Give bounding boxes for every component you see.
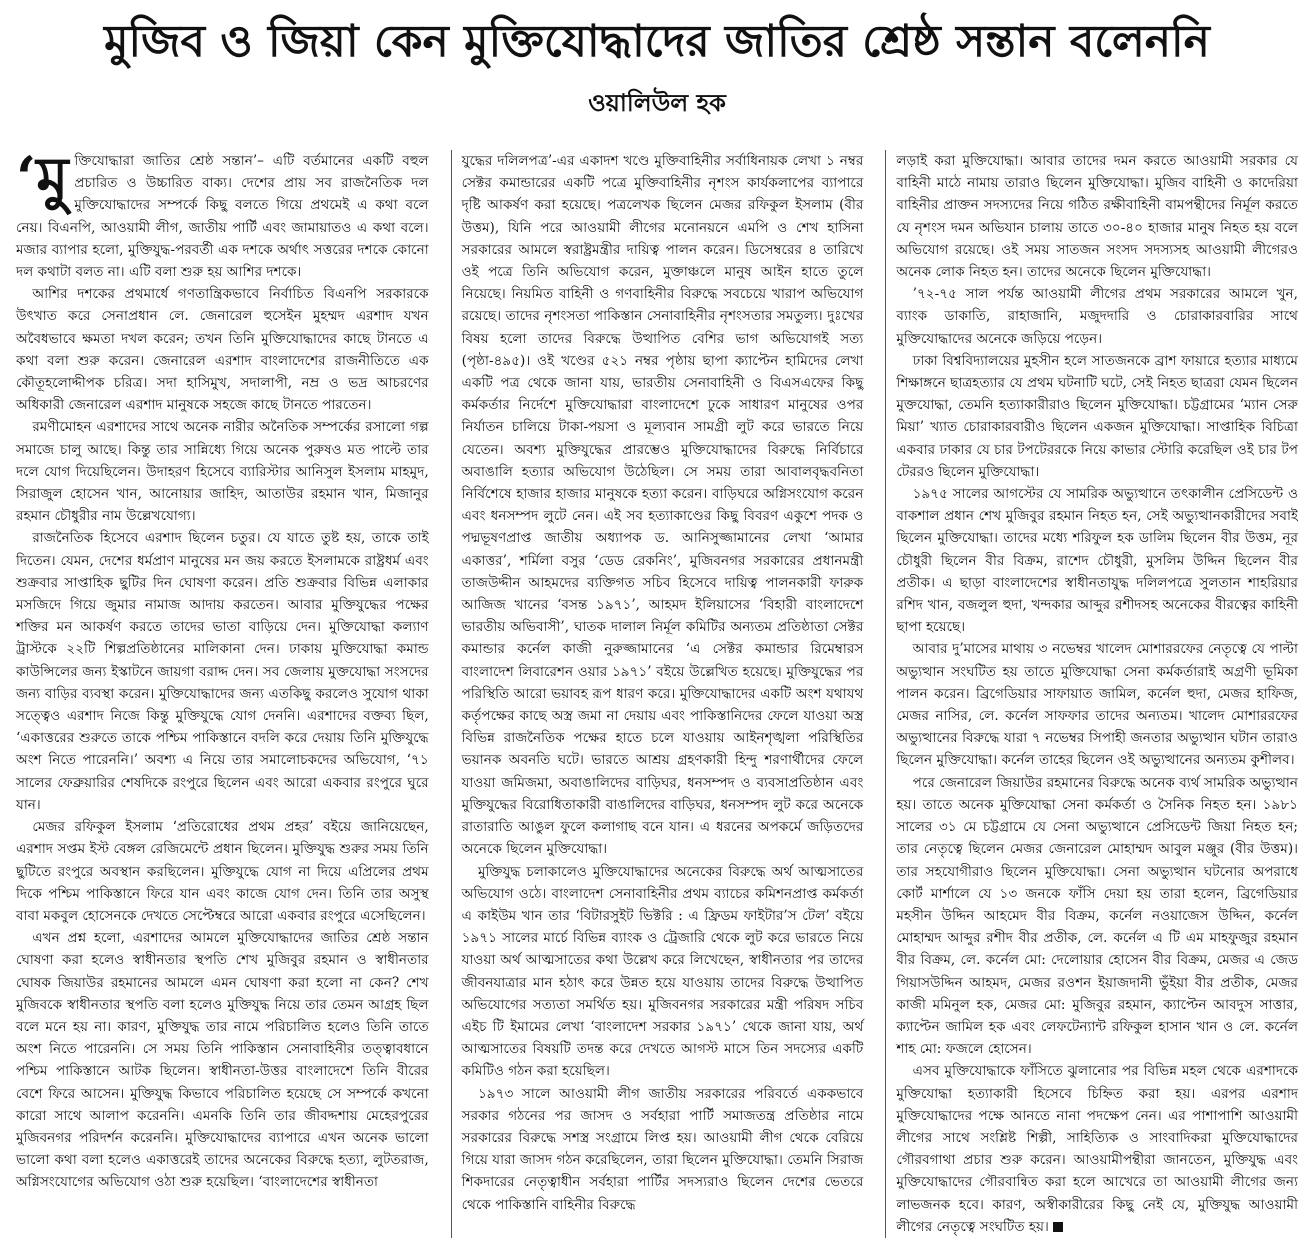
paragraph: ’৭২-৭৫ সাল পর্যন্ত আওয়ামী লীগের প্রথম সরকারের আমলে খুন, ব্যাংক ডাকাতি, রাহাজানি, মজুদদারি ও চোরাকারবারির সাথে মুক্তিযোদ্ধাদের অনেকে জড়িয়ে পড়েন। (896, 286, 1298, 347)
paragraph: আশির দশকের প্রথমার্ধে গণতান্ত্রিকভাবে নির্বাচিত বিএনপি সরকারকে উৎখাত করে সেনাপ্রধান লে. জেনারেল হুসেইন মুহম্মদ এরশাদ যখন অবৈধভাবে ক্ষমতা দখল করেন; তখন তিনি মুক্তিযোদ্ধাদের কাছে টানতে এ কথা বলা শুরু করেন। জেনারেল এরশাদ বাংলাদেশের রাজনীতিতে এক কৌতূহলোদ্দীপক চরিত্র। সদা হাসিমুখ, সদালাপী, নম্র ও ভদ্র আচরণের অধিকারী জেনারেল এরশাদ মানুষকে সহজে কাছে টানতে পারতেন। (16, 286, 429, 414)
column-2 (451, 150, 864, 1238)
end-of-article-mark (1053, 1222, 1063, 1232)
article-body (16, 144, 1298, 1235)
paragraph: যুদ্ধের দলিলপত্র’-এর একাদশ খণ্ডে মুক্তিবাহিনীর সর্বাধিনায়ক লেখা ১ নম্বর সেক্টর কমান্ডারের একটি পত্রে মুক্তিবাহিনীর নৃশংস কার্যকলাপের ব্যাপারে দৃষ্টি আকর্ষণ করা হয়েছে। পত্রলেখক ছিলেন মেজর রফিকুল ইসলাম (বীর উত্তম), যিনি পরে আওয়ামী লীগের মনোনয়নে এমপি ও শেখ হাসিনা সরকারের আমলে স্বরাষ্ট্রমন্ত্রীর দায়িত্ব পালন করেন। ডিসেম্বরের ৪ তারিখে ওই পত্রে তিনি অভিযোগ করেন, মুক্তাঞ্চলে মানুষ আইন হাতে তুলে নিয়েছে। নিয়মিত বাহিনী ও গণবাহিনীর বিরুদ্ধে সবচেয়ে খারাপ অভিযোগ রয়েছে। তাদের নৃশংসতা পাকিস্তান সেনাবাহিনীর নৃশংসতার সমতুল্য। দুঃখের বিষয় হলো তাদের বিরুদ্ধে উত্থাপিত বেশির ভাগ অভিযোগই সত্য (পৃষ্ঠা-৪৯৫)। ওই খণ্ডের ৫২১ নম্বর পৃষ্ঠায় ছাপা ক্যাপ্টেন হামিদের লেখা একটি পত্র থেকে জানা যায়, ভারতীয় সেনাবাহিনী ও বিএসএফের কিছু কর্মকর্তার নির্দেশে মুক্তিযোদ্ধারা বাংলাদেশে ঢুকে সাধারণ মানুষের ওপর নির্যাতন চালিয়ে টাকা-পয়সা ও মূল্যবান সামগ্রী লুট করে ভারতে নিয়ে যেতেন। অবশ্য মুক্তিযুদ্ধের প্রারম্ভেও মুক্তিযোদ্ধাদের বিরুদ্ধে নির্বিচারে অবাঙালি হত্যার অভিযোগ উঠেছিল। সে সময় তারা আবালবৃদ্ধবনিতা নির্বিশেষে হাজার হাজার মানুষকে হত্যা করেন। বাড়িঘরে অগ্নিসংযোগ করেন এবং ধনসম্পদ লুটে নেন। এই সব হত্যাকাণ্ডের কিছু বিবরণ একুশে পদক ও পদ্মভূষণপ্রাপ্ত জাতীয় অধ্যাপক ড. আনিসুজ্জামানের লেখা ‘আমার একাত্তর’, শর্মিলা বসুর ‘ডেড রেকনিং’, মুজিবনগর সরকারের প্রধানমন্ত্রী তাজউদ্দীন আহমদের ব্যক্তিগত সচিব হিসেবে দায়িত্ব পালনকারী ফারুক আজিজ খানের ‘বসন্ত ১৯৭১’, আহমদ ইলিয়াসের ‘বিহারী বাংলাদেশে ভারতীয় অভিবাসী’, ঘাতক দালাল নির্মূল কমিটির অন্যতম প্রতিষ্ঠাতা সেক্টর কমান্ডার কর্নেল কাজী নুরুজ্জামানের ‘এ সেক্টর কমান্ডার রিমেম্বারস বাংলাদেশ লিবারেশন ওয়ার ১৯৭১’ বইয়ে উল্লেখিত হয়েছে। মুক্তিযুদ্ধের পর পরিস্থিতি আরো ভয়াবহ রূপ ধারণ করে। মুক্তিযোদ্ধাদের একটি অংশ যথাযথ কর্তৃপক্ষের কাছে অস্ত্র জমা না দেয়ায় এবং পাকিস্তানিদের ফেলে যাওয়া অস্ত্র বিভিন্ন রাজনৈতিক পক্ষের হাতে চলে যাওয়ায় আইনশৃঙ্খলা পরিস্থিতির ভয়ানক অবনতি ঘটে। ভারতে আশ্রয় গ্রহণকারী হিন্দু শরণার্থীদের ফেলে যাওয়া জমিজমা, অবাঙালিদের বাড়িঘর, ধনসম্পদ ও ব্যবসাপ্রতিষ্ঠান এবং মুক্তিযুদ্ধের বিরোধিতাকারী বাঙালিদের বাড়িঘর, ধনসম্পদ লুট করে অনেকে রাতারাতি আঙুল ফুলে কলাগাছ বনে যান। এ ধরনের অপকর্মে জড়িতদের অনেকে ছিলেন মুক্তিযোদ্ধা। (461, 153, 864, 858)
paragraph: পরে জেনারেল জিয়াউর রহমানের বিরুদ্ধে অনেক ব্যর্থ সামরিক অভ্যুত্থান হয়। তাতে অনেক মুক্তিযোদ্ধা সেনা কর্মকর্তা ও সৈনিক নিহত হন। ১৯৮১ সালের ৩১ মে চট্টগ্রামে যে সেনা অভ্যুত্থানে প্রেসিডেন্ট জিয়া নিহত হন; তার নেতৃত্বে ছিলেন মেজর জেনারেল মোহাম্মদ আবুল মঞ্জুর (বীর উত্তম)। তার সহযোগীরাও ছিলেন মুক্তিযোদ্ধা। সেনা অভ্যুত্থান ঘটনোর অপরাধে কোর্ট মার্শালে যে ১৩ জনকে ফাঁসি দেয়া হয় তারা হলেন, ব্রিগেডিয়ার মহসীন উদ্দিন আহমেদ বীর বিক্রম, কর্নেল নওয়াজেস উদ্দিন, কর্নেল মোহাম্মদ আব্দুর রশীদ বীর প্রতীক, লে. কর্নেল এ টি এম মাহফুজুর রহমান বীর বিক্রম, লে. কর্নেল মো: দেলোয়ার হোসেন বীর বিক্রম, মেজর এ জেড গিয়াসউদ্দিন আহমদ, মেজর রওশন ইয়াজদানী ভুঁইয়া বীর প্রতীক, মেজর কাজী মমিনুল হক, মেজর মো: মুজিবুর রহমান, ক্যাপ্টেন আবদুস সাত্তার, ক্যাপ্টেন জামিল হক এবং লেফটেন্যান্ট রফিকুল হাসান খান ও লে. কর্নেল শাহ মো: ফজলে হোসেন। (896, 774, 1298, 1058)
paragraph: ১৯৭৫ সালের আগস্টের যে সামরিক অভ্যুত্থানে তৎকালীন প্রেসিডেন্ট ও বাকশাল প্রধান শেখ মুজিবুর রহমান নিহত হন, সেই অভ্যুত্থানকারীদের সবাই ছিলেন মুক্তিযোদ্ধা। তাদের মধ্যে শরিফুল হক ডালিম ছিলেন বীর উত্তম, নূর চৌধুরী ছিলেন বীর বিক্রম, রাশেদ চৌধুরী, মুসলিম উদ্দিন ছিলেন বীর প্রতীক। এ ছাড়া বাংলাদেশের স্বাধীনতাযুদ্ধ দলিলপত্রে সুলতান শাহরিয়ার রশিদ খান, বজলুল হুদা, খন্দকার আব্দুর রশীদসহ অনেকের বীরত্বের কাহিনী ছাপা হয়েছে। (896, 486, 1298, 636)
paragraph: ‘মুক্তিযোদ্ধারা জাতির শ্রেষ্ঠ সন্তান’– এটি বর্তমানের একটি বহুল প্রচারিত ও উচ্চারিত বাক্য। দেশের প্রায় সব রাজনৈতিক দল মুক্তিযোদ্ধাদের সম্পর্কে কিছু বলতে গিয়ে প্রথমেই এ কথা বলে নেয়। বিএনপি, আওয়ামী লীগ, জাতীয় পার্টি এবং জামায়াতও এ কথা বলে। মজার ব্যাপার হলো, মুক্তিযুদ্ধ-পরবর্তী এক দশকে অর্থাৎ সত্তরের দশকে কোনো দল কথাটা বলত না। এটি বলা শুরু হয় আশির দশকে। (16, 144, 429, 281)
column-3 (885, 150, 1298, 1238)
dropcap: ‘মু (16, 144, 69, 212)
paragraph: রাজনৈতিক হিসেবে এরশাদ ছিলেন চতুর। যে যাতে তুষ্ট হয়, তাকে তাই দিতেন। যেমন, দেশের ধর্মপ্রাণ মানুষের মন জয় করতে ইসলামকে রাষ্ট্রধর্ম এবং শুক্রবার সাপ্তাহিক ছুটির দিন ঘোষণা করেন। প্রতি শুক্রবার বিভিন্ন এলাকার মসজিদে গিয়ে জুমার নামাজ আদায় করতেন। আবার মুক্তিযুদ্ধের পক্ষের শক্তির মন আকর্ষণ করতে তাদের ভাতা বাড়িয়ে দেন। মুক্তিযোদ্ধা কল্যাণ ট্রাস্টকে ২২টি শিল্পপ্রতিষ্ঠানের মালিকানা দেন। ঢাকায় মুক্তিযোদ্ধা কমান্ড কাউন্সিলের জন্য ইস্কাটনে জায়গা বরাদ্দ দেন। সব জেলায় মুক্তযোদ্ধা সংসদের জন্য বাড়ির ব্যবস্থা করেন। মুক্তিযোদ্ধাদের জন্য এতকিছু করলেও সুযোগ থাকা সত্ত্বেও এরশাদ নিজে কিন্তু মুক্তিযুদ্ধে যোগ দেননি। এরশাদের বক্তব্য ছিল, ‘একাত্তরের শুরুতে তাকে পশ্চিম পাকিস্তানে বদলি করে দেয়ায় তিনি মুক্তিযুদ্ধে অংশ নিতে পারেননি।’ অবশ্য এ নিয়ে তার সমালোচকদের অভিযোগ, ‘৭১ সালের ফেব্রুয়ারির শেষদিকে রংপুরে ছিলেন এবং আরো একবার রংপুরে ঘুরে যান। (16, 530, 429, 813)
paragraph: লড়াই করা মুক্তিযোদ্ধা। আবার তাদের দমন করতে আওয়ামী সরকার যে বাহিনী মাঠে নামায় তারাও ছিলেন মুক্তিযোদ্ধা। মুজিব বাহিনী ও কাদেরিয়া বাহিনীর প্রাক্তন সদস্যদের নিয়ে গঠিত রক্ষীবাহিনী বামপন্থীদের নির্মূল করতে যে নৃশংস দমন অভিযান চালায় তাতে ৩০-৪০ হাজার মানুষ নিহত হয় বলে অভিযোগ রয়েছে। ওই সময় সাতজন সংসদ সদস্যসহ আওয়ামী লীগেরও অনেক লোক নিহত হন। তাদের অনেকে ছিলেন মুক্তিযোদ্ধা। (896, 153, 1298, 281)
headline: মুজিব ও জিয়া কেন মুক্তিযোদ্ধাদের জাতির শ্রেষ্ঠ সন্তান বলেননি (104, 16, 1210, 67)
paragraph: মেজর রফিকুল ইসলাম ‘প্রতিরোধের প্রথম প্রহর’ বইয়ে জানিয়েছেন, এরশাদ সপ্তম ইস্ট বেঙ্গল রেজিমেন্টে প্রধান ছিলেন। মুক্তিযুদ্ধ শুরুর সময় তিনি ছুটিতে রংপুরে অবস্থান করছিলেন। মুক্তিযুদ্ধে যোগ না দিয়ে এপ্রিলের প্রথম দিকে পশ্চিম পাকিস্তানে ফিরে যান এবং কাজে যোগ দেন। তিনি তার অসুস্থ বাবা মকবুল হোসেনকে দেখতে সেপ্টেম্বরে আরো একবার রংপুরে এসেছিলেন। (16, 819, 429, 924)
paragraph: মুক্তিযুদ্ধ চলাকালেও মুক্তিযোদ্ধাদের অনেকের বিরুদ্ধে অর্থ আত্মসাতের অভিযোগ ওঠে। বাংলাদেশ সেনাবাহিনীর প্রথম ব্যাচের কমিশনপ্রাপ্ত কর্মকর্তা এ কাইউম খান তার ‘বিটারসুইট ভিক্টরি : এ ফ্রিডম ফাইটার’স টেল’ বইয়ে ১৯৭১ সালের মার্চে বিভিন্ন ব্যাংক ও ট্রেজারি থেকে লুট করে ভারতে নিয়ে যাওয়া অর্থ আত্মসাতের কথা উল্লেখ করে লিখেছেন, স্বাধীনতার পর তাদের জীবনযাত্রার মান হঠাৎ করে উন্নত হয়ে যাওয়ায় তাদের বিরুদ্ধে উত্থাপিত অভিযোগের সত্যতা সমর্থিত হয়। মুজিবনগর সরকারের মন্ত্রী পরিষদ সচিব এইচ টি ইমামের লেখা ‘বাংলাদেশ সরকার ১৯৭১’ থেকে জানা যায়, অর্থ আত্মসাতের বিষয়টি তদন্ত করে দেখতে আগস্ট মাসে তিন সদস্যের একটি কমিটিও গঠন করা হয়েছিল। (461, 863, 864, 1080)
paragraph: এখন প্রশ্ন হলো, এরশাদের আমলে মুক্তিযোদ্ধাদের জাতির শ্রেষ্ঠ সন্তান ঘোষণা করা হলেও স্বাধীনতার স্থপতি শেখ মুজিবুর রহমান ও স্বাধীনতার ঘোষক জিয়াউর রহমানের আমলে এমন ঘোষণা করা হলো না কেন? শেখ মুজিবকে স্বাধীনতার স্থপতি বলা হলেও মুক্তিযুদ্ধ নিয়ে তার তেমন আগ্রহ ছিল বলে মনে হয় না। কারণ, মুক্তিযুদ্ধ তার নামে পরিচালিত হলেও তিনি তাতে অংশ নিতে পারেননি। সে সময় তিনি পাকিস্তান সেনাবাহিনীর তত্ত্বাবধানে পশ্চিম পাকিস্তানে আটক ছিলেন। স্বাধীনতা-উত্তর বাংলাদেশে তিনি বীরের বেশে ফিরে আসেন। মুক্তিযুদ্ধ কিভাবে পরিচালিত হয়েছে সে সম্পর্কে কখনো কারো সাথে আলাপ করেননি। এমনকি তিনি তার জীবদ্দশায় মেহেরপুরের মুজিবনগর পরিদর্শন করেননি। মুক্তিযোদ্ধাদের ব্যাপারে এখন অনেক ভালো ভালো কথা বলা হলেও একাত্তরেই তাদের অনেকের বিরুদ্ধে হত্যা, লুটতরাজ, অগ্নিসংযোগের অভিযোগ ওঠা শুরু হয়েছিল। ‘বাংলাদেশের স্বাধীনতা (16, 930, 429, 1191)
paragraph: ঢাকা বিশ্ববিদ্যালয়ের মুহসীন হলে সাতজনকে ব্রাশ ফায়ারে হত্যার মাধ্যমে শিক্ষাঙ্গনে ছাত্রহত্যার যে প্রথম ঘটনাটি ঘটে, সেই নিহত ছাত্ররা যেমন ছিলেন মুক্তযোদ্ধা, তেমনি হত্যাকারীরাও ছিলেন মুক্তিযোদ্ধা। চট্টগ্রামের ‘ম্যান সেরু মিয়া’ খ্যাত চোরাকারবারীও ছিলেন একজন মুক্তিযোদ্ধা। সাপ্তাহিক বিচিত্রা একবার ঢাকার যে চার টপটেররকে নিয়ে কাভার স্টোরি করেছিল ওই চার টপ টেররও ছিলেন মুক্তিযোদ্ধা। (896, 352, 1298, 480)
paragraph: এসব মুক্তিযোদ্ধাকে ফাঁসিতে ঝুলানোর পর বিভিন্ন মহল থেকে এরশাদকে মুক্তিযোদ্ধা হত্যাকারী হিসেবে চিহ্নিত করা হয়। এরপর এরশাদ মুক্তিযোদ্ধাদের পক্ষে আনতে নানা পদক্ষেপ নেন। এর পাশাপাশি আওয়ামী লীগের সাথে সংশ্লিষ্ট শিল্পী, সাহিত্যিক ও সাংবাদিকরা মুক্তিযোদ্ধাদের গৌরবগাথা প্রচার শুরু করেন। আওয়ামীপন্থীরা জানতেন, মুক্তিযুদ্ধ এবং মুক্তিযোদ্ধাদের গৌরবান্বিত করা হলে আখেরে তা আওয়ামী লীগের জন্য লাভজনক হবে। কারণ, অস্বীকারীরের কিছু নেই যে, মুক্তিযুদ্ধ আওয়ামী লীগের নেতৃত্বে সংঘটিত হয়। (896, 1063, 1298, 1235)
column-1 (16, 144, 429, 1238)
author-byline: ওয়ালিউল হক (588, 88, 726, 117)
paragraph: আবার দু’মাসের মাথায় ৩ নভেম্বর খালেদ মোশাররফের নেতৃত্বে যে পাল্টা অভ্যুত্থান সংঘটিত হয় তাতে মুক্তিযোদ্ধা সেনা কর্মকর্তারাই অগ্রণী ভূমিকা পালন করেন। ব্রিগেডিয়ার সাফায়াত জামিল, কর্নেল হুদা, মেজর হাফিজ, মেজর নাসির, লে. কর্নেল সাফফার তাদের অন্যতম। খালেদ মোশাররফের অভ্যুত্থানের বিরুদ্ধে যারা ৭ নভেম্বর সিপাহী জনতার অভ্যুত্থান ঘটান তারাও ছিলেন মুক্তিযোদ্ধা। কর্নেল তাহের ছিলেন ওই অভ্যুত্থানের অন্যতম কুশীলব। (896, 641, 1298, 769)
paragraph: ১৯৭৩ সালে আওয়ামী লীগ জাতীয় সরকারের পরিবর্তে এককভাবে সরকার গঠনের পর জাসদ ও সর্বহারা পার্টি সমাজতন্ত্র প্রতিষ্ঠার নামে সরকারের বিরুদ্ধে সশস্ত্র সংগ্রামে লিপ্ত হয়। আওয়ামী লীগ থেকে বেরিয়ে গিয়ে যারা জাসদ গঠন করেছিলেন, তারা ছিলেন মুক্তিযোদ্ধা। তেমনি সিরাজ শিকদারের নেতৃত্বাধীন সর্বহারা পার্টির সদস্যরাও ছিলেন দেশের ভেতরে থেকে পাকিস্তানি বাহিনীর বিরুদ্ধে (461, 1085, 864, 1213)
paragraph: রমণীমোহন এরশাদের সাথে অনেক নারীর অনৈতিক সম্পর্কের রসালো গল্প সমাজে চালু আছে। কিন্তু তার সান্নিধ্যে গিয়ে অনেক পুরুষও মত পাল্টে তার দলে যোগ দিয়েছিলেন। উদাহরণ হিসেবে ব্যারিস্টার আনিসুল ইসলাম মাহমুদ, সিরাজুল হোসেন খান, আনোয়ার জাহিদ, আতাউর রহমান খান, মিজানুর রহমান চৌধুরীর নাম উল্লেখযোগ্য। (16, 419, 429, 525)
